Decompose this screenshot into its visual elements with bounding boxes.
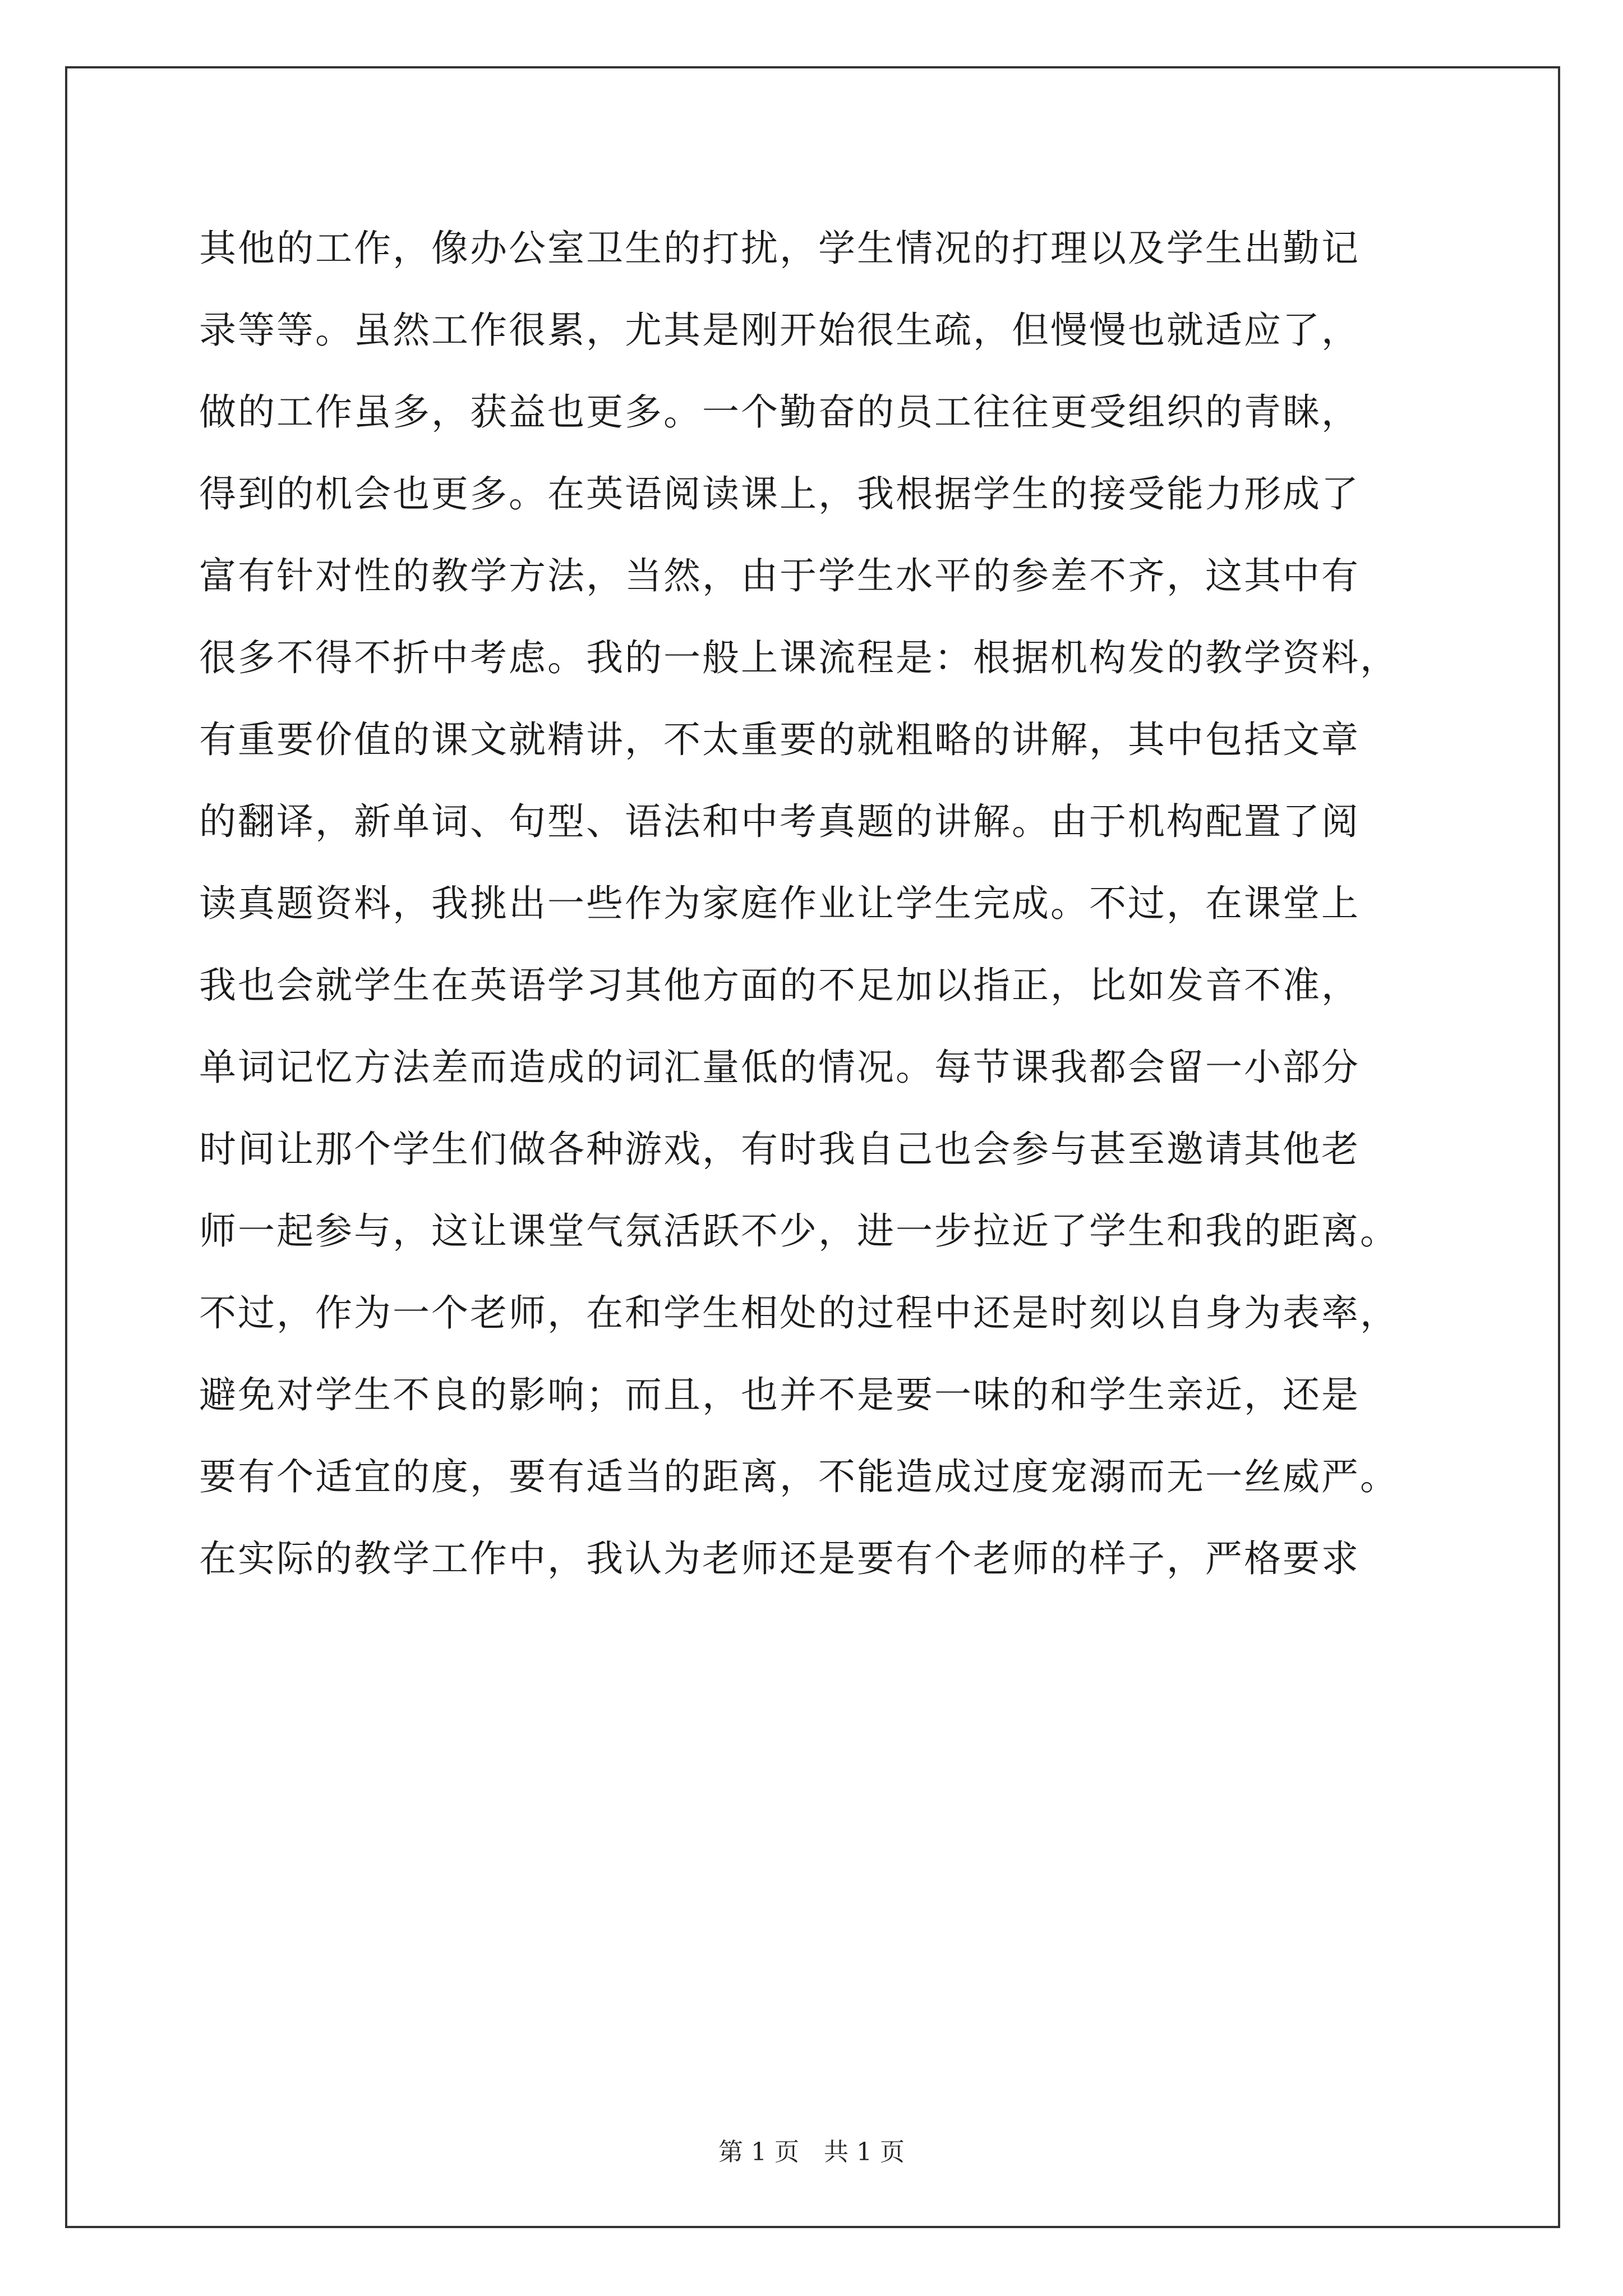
text-line: 做的工作虽多，获益也更多。一个勤奋的员工往往更受组织的青睐， xyxy=(199,390,1360,434)
text-line: 时间让那个学生们做各种游戏，有时我自己也会参与甚至邀请其他老 xyxy=(199,1128,1360,1171)
text-line: 的翻译，新单词、句型、语法和中考真题的讲解。由于机构配置了阅 xyxy=(199,800,1360,843)
text-line: 师一起参与，这让课堂气氛活跃不少，进一步拉近了学生和我的距离。 xyxy=(199,1209,1399,1253)
body-text xyxy=(199,208,1433,1600)
text-line: 避免对学生不良的影响；而且，也并不是要一味的和学生亲近，还是 xyxy=(199,1373,1360,1416)
text-line: 很多不得不折中考虑。我的一般上课流程是：根据机构发的教学资料， xyxy=(199,636,1399,679)
text-line: 不过，作为一个老师，在和学生相处的过程中还是时刻以自身为表率， xyxy=(199,1291,1399,1335)
text-line: 有重要价值的课文就精讲，不太重要的就粗略的讲解，其中包括文章 xyxy=(199,718,1360,761)
text-line: 单词记忆方法差而造成的词汇量低的情况。每节课我都会留一小部分 xyxy=(199,1046,1360,1089)
page-footer: 第 1 页 共 1 页 xyxy=(718,2138,905,2166)
text-line: 在实际的教学工作中，我认为老师还是要有个老师的样子，严格要求 xyxy=(199,1537,1360,1580)
text-line: 其他的工作，像办公室卫生的打扰，学生情况的打理以及学生出勤记 xyxy=(199,227,1360,270)
text-line: 读真题资料，我挑出一些作为家庭作业让学生完成。不过，在课堂上 xyxy=(199,882,1360,925)
text-line: 录等等。虽然工作很累，尤其是刚开始很生疏，但慢慢也就适应了， xyxy=(199,309,1360,352)
text-line: 要有个适宜的度，要有适当的距离，不能造成过度宠溺而无一丝威严。 xyxy=(199,1455,1399,1498)
text-line: 富有针对性的教学方法，当然，由于学生水平的参差不齐，这其中有 xyxy=(199,554,1360,597)
text-line: 我也会就学生在英语学习其他方面的不足加以指正，比如发音不准， xyxy=(199,964,1360,1007)
text-line: 得到的机会也更多。在英语阅读课上，我根据学生的接受能力形成了 xyxy=(199,472,1360,516)
